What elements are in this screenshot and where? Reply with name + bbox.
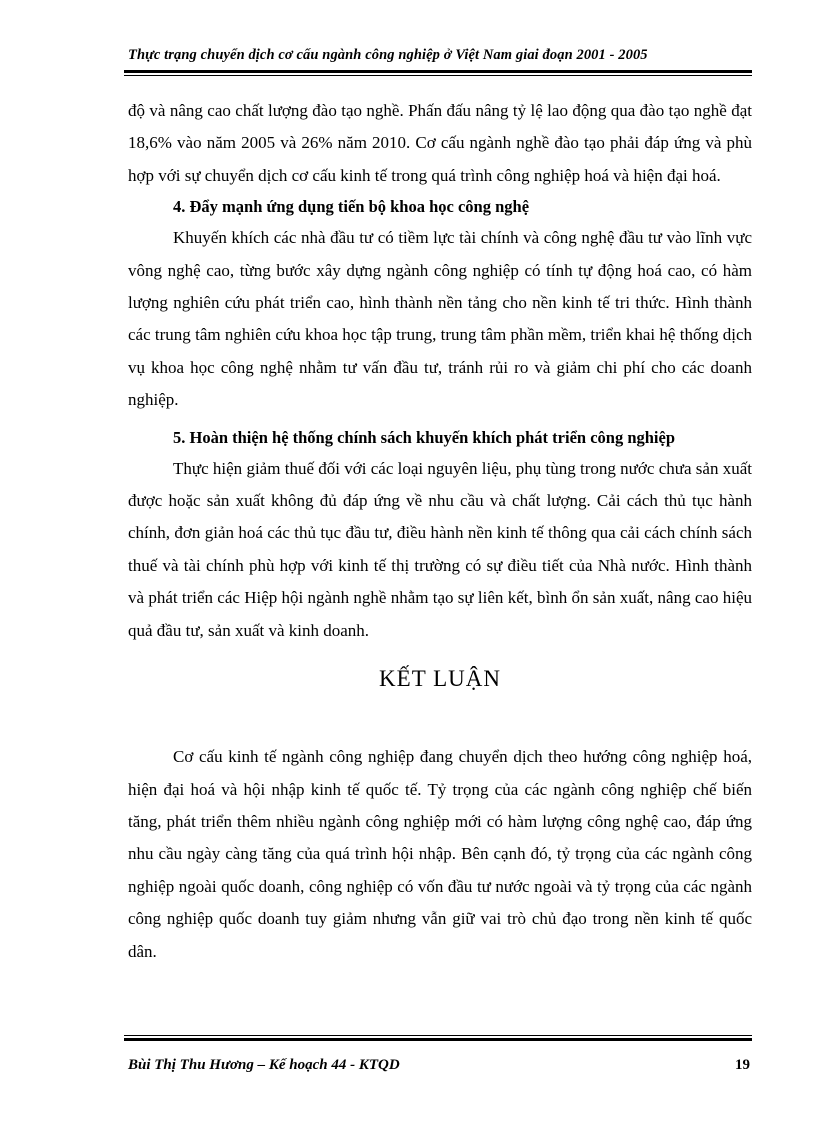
footer-rule-thick	[124, 1038, 752, 1041]
spacer	[128, 699, 752, 741]
conclusion-title: KẾT LUẬN	[379, 666, 501, 692]
paragraph-5: Thực hiện giảm thuế đối với các loại nguyên liệu, phụ tùng trong nước chưa sản xuất được hoặc sản xuất không đủ đáp ứng về nhu cầu và chất lượng. Cải cách thủ tục hành chính, đơn giản hoá các thủ tục đầu tư, điều hành nền kinh tế thông qua cải cách chính sách thuế và tài chính phù hợp với kinh tế thị trường có sự điều tiết của Nhà nước. Hình thành và phát triển các Hiệp hội ngành nghề nhằm tạo sự liên kết, bình ổn sản xuất, nâng cao hiệu quả đầu tư, sản xuất và kinh doanh.	[128, 458, 752, 640]
section-heading-5: 5. Hoàn thiện hệ thống chính sách khuyến khích phát triển công nghiệp	[173, 427, 676, 447]
footer-rule-thin	[124, 1035, 752, 1036]
footer-author: Bùi Thị Thu Hương – Kế hoạch 44 - KTQD	[128, 1057, 400, 1073]
section-heading-4: 4. Đẩy mạnh ứng dụng tiến bộ khoa học công nghệ	[173, 197, 530, 217]
body-content	[128, 95, 752, 968]
paragraph-continuation: độ và nâng cao chất lượng đào tạo nghề. Phấn đấu nâng tỷ lệ lao động qua đào tạo nghề đạt 18,6% vào năm 2005 và 26% năm 2010. Cơ cấu ngành nghề đào tạo phải đáp ứng và phù hợp với sự chuyển dịch cơ cấu kinh tế trong quá trình công nghiệp hoá và hiện đại hoá.	[128, 101, 752, 185]
paragraph-4: Khuyến khích các nhà đầu tư có tiềm lực tài chính và công nghệ đầu tư vào lĩnh vực vông nghệ cao, từng bước xây dựng ngành công nghiệp có tính tự động hoá cao, có hàm lượng nghiên cứu phát triển cao, hình thành nền tảng cho nền kinh tế tri thức. Hình thành các trung tâm nghiên cứu khoa học tập trung, trung tâm phần mềm, triển khai hệ thống dịch vụ khoa học công nghệ nhằm tư vấn đầu tư, tránh rủi ro và giảm chi phí cho các doanh nghiệp.	[128, 228, 752, 410]
running-header: Thực trạng chuyển dịch cơ cấu ngành công nghiệp ở Việt Nam giai đoạn 2001 - 2005	[128, 47, 648, 63]
header-rule-thin	[124, 75, 752, 76]
page-number: 19	[735, 1057, 750, 1073]
paragraph-conclusion: Cơ cấu kinh tế ngành công nghiệp đang chuyển dịch theo hướng công nghiệp hoá, hiện đại hoá và hội nhập kinh tế quốc tế. Tỷ trọng của các ngành công nghiệp chế biến tăng, phát triển thêm nhiều ngành công nghiệp mới có hàm lượng công nghệ cao, đáp ứng nhu cầu ngày càng tăng của quá trình hội nhập. Bên cạnh đó, tỷ trọng của các ngành công nghiệp ngoài quốc doanh, công nghiệp có vốn đầu tư nước ngoài và tỷ trọng của các ngành công nghiệp quốc doanh tuy giảm nhưng vẫn giữ vai trò chủ đạo trong nền kinh tế quốc dân.	[128, 747, 752, 961]
header-rule-thick	[124, 70, 752, 73]
